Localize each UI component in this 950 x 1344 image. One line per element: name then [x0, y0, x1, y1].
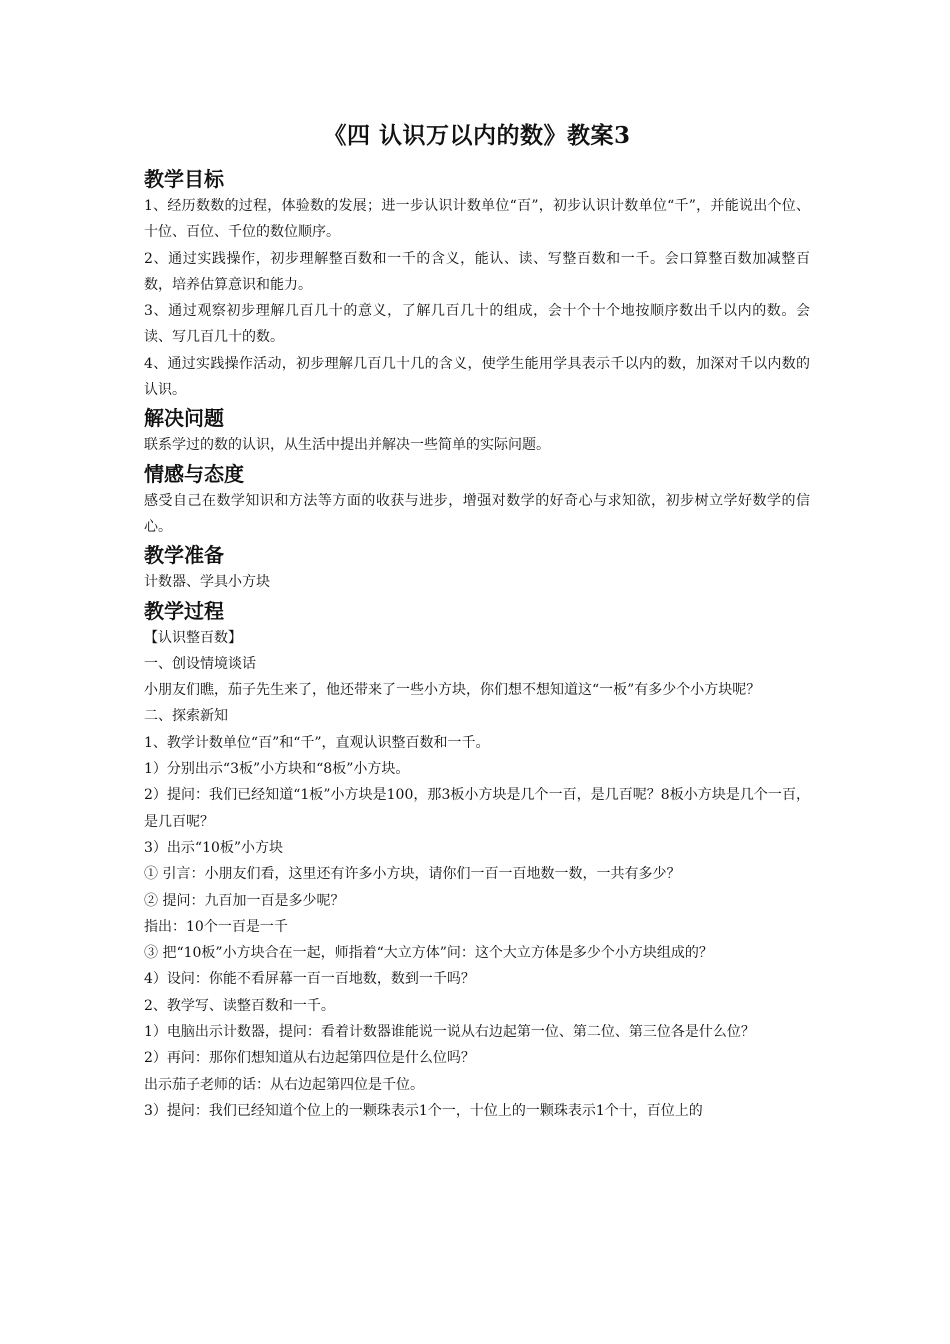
paragraph: ③ 把“10板”小方块合在一起，师指着“大立方体”问：这个大立方体是多少个小方块组成的？ [144, 945, 713, 962]
paragraph: 2）再问：那你们想知道从右边起第四位是什么位吗？ [144, 1050, 475, 1067]
paragraph: 2、通过实践操作，初步理解整百数和一千的含义，能认、读、写整百数和一千。会口算整百数加减整百数，培养估算意识和能力。 [144, 250, 810, 293]
section-heading-attitude: 情感与态度 [144, 461, 244, 486]
paragraph: 1）电脑出示计数器，提问：看着计数器谁能说一说从右边起第一位、第二位、第三位各是什么位？ [144, 1024, 755, 1041]
section-preparation [144, 540, 810, 595]
section-heading-problem-solving: 解决问题 [144, 406, 224, 431]
document-title: 《四 认识万以内的数》教案3 [323, 122, 631, 149]
section-attitude [144, 459, 810, 541]
paragraph: 计数器、学具小方块 [144, 574, 270, 591]
paragraph: 4、通过实践操作活动，初步理解几百几十几的含义，使学生能用学具表示千以内的数，加深对千以内数的认识。 [144, 355, 810, 399]
paragraph: 3、通过观察初步理解几百几十的意义，了解几百几十的组成，会十个十个地按顺序数出千以内的数。会读、写几百几十的数。 [144, 303, 810, 346]
paragraph: ① 引言：小朋友们看，这里还有许多小方块，请你们一百一百地数一数，一共有多少？ [144, 866, 681, 883]
section-heading-process: 教学过程 [144, 598, 224, 623]
paragraph: 出示茄子老师的话：从右边起第四位是千位。 [144, 1076, 424, 1093]
section-problem-solving [144, 403, 810, 458]
section-objectives [144, 164, 810, 403]
paragraph: 1、教学计数单位“百”和“千”，直观认识整百数和一千。 [144, 734, 490, 751]
paragraph: 3）出示“10板”小方块 [144, 839, 284, 856]
paragraph: 感受自己在数学知识和方法等方面的收获与进步，增强对数学的好奇心与求知欲，初步树立学好数学的信心。 [144, 492, 810, 535]
paragraph: 3）提问：我们已经知道个位上的一颗珠表示1个一，十位上的一颗珠表示1个十，百位上的 [144, 1102, 703, 1119]
paragraph: 4）设问：你能不看屏幕一百一百地数，数到一千吗？ [144, 971, 475, 988]
section-heading-preparation: 教学准备 [144, 543, 224, 568]
paragraph: 1、经历数数的过程，体验数的发展；进一步认识计数单位“百”，初步认识计数单位“千”，并能说出个位、十位、百位、千位的数位顺序。 [144, 198, 810, 241]
document-page [144, 120, 810, 1124]
paragraph: 【认识整百数】 [144, 629, 242, 646]
paragraph: 联系学过的数的认识，从生活中提出并解决一些简单的实际问题。 [144, 437, 550, 454]
paragraph: 2）提问：我们已经知道“1板”小方块是100，那3板小方块是几个一百，是几百呢？8板小方块是几个一百，是几百呢？ [144, 787, 810, 830]
paragraph: 一、创设情境谈话 [144, 655, 256, 672]
paragraph: 指出：10个一百是一千 [144, 918, 288, 935]
paragraph: 二、探索新知 [144, 708, 228, 725]
paragraph: 1）分别出示“3板”小方块和“8板”小方块。 [144, 761, 410, 778]
paragraph: 小朋友们瞧，茄子先生来了，他还带来了一些小方块，你们想不想知道这“一板”有多少个小方块呢？ [144, 682, 761, 699]
paragraph: ② 提问：九百加一百是多少呢？ [144, 892, 345, 909]
section-process [144, 596, 810, 1125]
section-heading-objectives: 教学目标 [144, 167, 224, 191]
paragraph: 2、教学写、读整百数和一千。 [144, 997, 335, 1014]
